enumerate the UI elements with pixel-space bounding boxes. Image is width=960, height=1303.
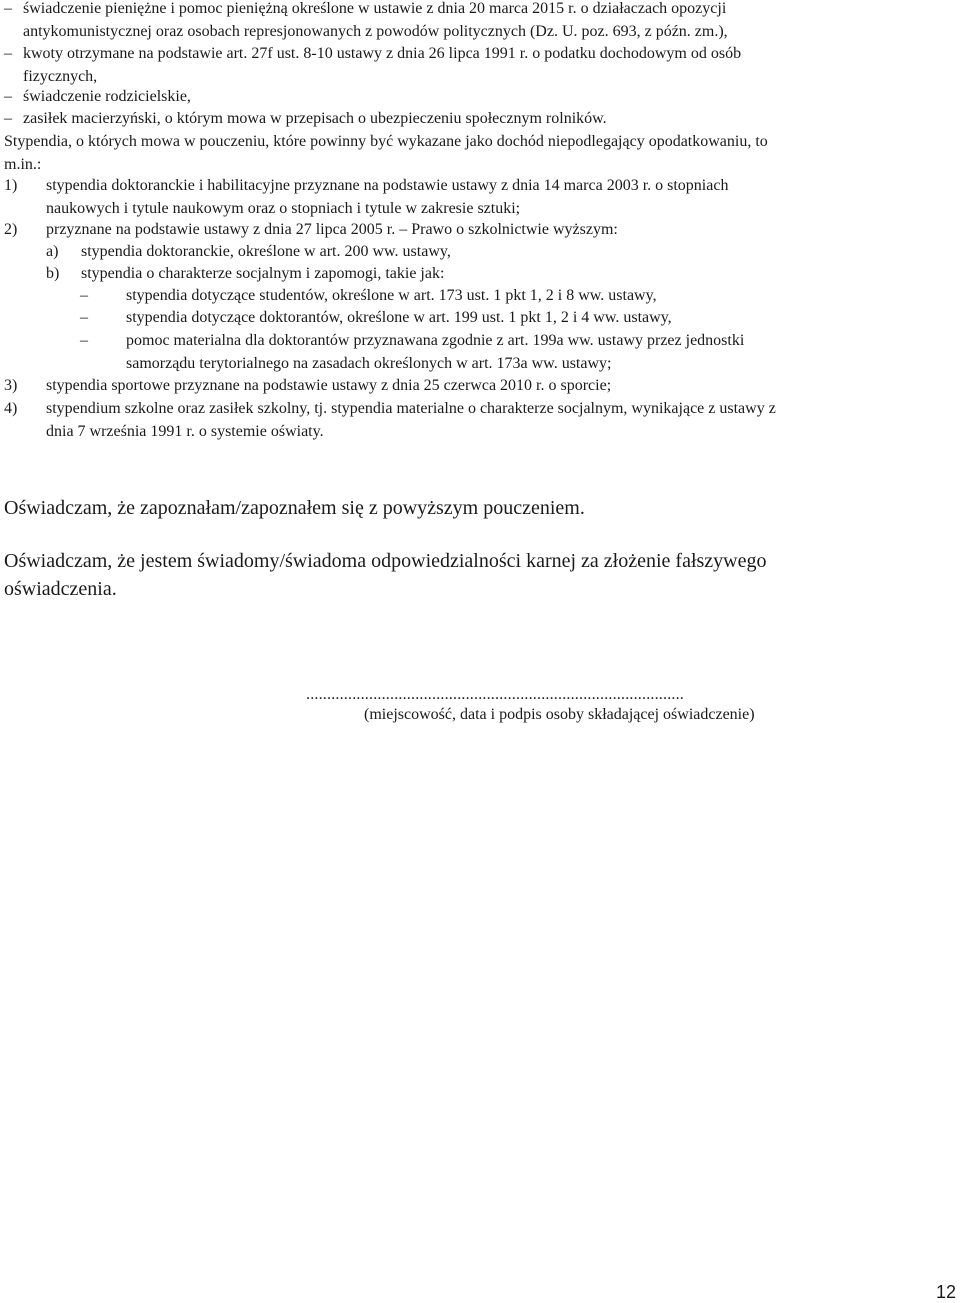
list-item (4, 108, 956, 131)
declaration-text: Oświadczam, że zapoznałam/zapoznałem się z powyższym pouczeniem. (4, 497, 585, 519)
page-number: 12 (935, 1282, 956, 1302)
sub-list-item (80, 330, 956, 375)
sub-item (46, 241, 956, 264)
numbered-item (4, 219, 956, 242)
list-item-line: świadczenie pieniężne i pomoc pieniężną określone w ustawie z dnia 20 marca 2015 r. o działaczach opozycji (23, 0, 727, 17)
dash-bullet: – (4, 0, 12, 17)
item-number: 4) (4, 400, 18, 417)
signature-line: .......................................................................................... (306, 686, 684, 703)
sub-list-line: pomoc materialna dla doktorantów przyznawana zgodnie z art. 199a ww. ustawy przez jednostki (126, 332, 745, 349)
dash-bullet: – (80, 332, 88, 349)
dash-bullet: – (80, 287, 88, 304)
numbered-item (4, 175, 956, 220)
list-item-line: antykomunistycznej oraz osobach represjonowanych z powodów politycznych (Dz. U. poz. 693, z późn. zm.), (23, 22, 728, 40)
item-number: 1) (4, 177, 18, 194)
list-item (4, 0, 956, 43)
paragraph-line: m.in.: (4, 155, 42, 173)
dash-bullet: – (4, 110, 12, 127)
item-line: stypendium szkolne oraz zasiłek szkolny, tj. stypendia materialne o charakterze socjalnym, wynikające z ustawy z (46, 400, 776, 417)
list-item (4, 43, 956, 88)
sub-item (46, 263, 956, 286)
list-item-line: zasiłek macierzyński, o którym mowa w przepisach o ubezpieczeniu społecznym rolników. (23, 110, 607, 127)
sub-list-line: stypendia dotyczące studentów, określone w art. 173 ust. 1 pkt 1, 2 i 8 ww. ustawy, (126, 287, 657, 304)
declaration-line: Oświadczam, że jestem świadomy/świadoma odpowiedzialności karnej za złożenie fałszywego (4, 550, 767, 572)
sub-item-letter: a) (46, 243, 59, 260)
list-item (4, 86, 956, 109)
dash-bullet: – (4, 88, 12, 105)
sub-list-item (80, 307, 956, 330)
item-line: naukowych i tytule naukowym oraz o stopniach i tytule w zakresie sztuki; (46, 199, 521, 217)
paragraph-line: Stypendia, o których mowa w pouczeniu, które powinny być wykazane jako dochód niepodlegający opodatkowaniu, to (4, 133, 768, 150)
item-line: stypendia sportowe przyznane na podstawie ustawy z dnia 25 czerwca 2010 r. o sporcie; (46, 377, 612, 394)
item-number: 2) (4, 221, 18, 238)
numbered-item (4, 375, 956, 398)
sub-list-line: samorządu terytorialnego na zasadach określonych w art. 173a ww. ustawy; (126, 354, 612, 372)
item-line: stypendia doktoranckie i habilitacyjne przyznane na podstawie ustawy z dnia 14 marca 2003 r. o stopniach (46, 177, 729, 194)
signature-caption: (miejscowość, data i podpis osoby składającej oświadczenie) (364, 706, 755, 723)
numbered-item (4, 398, 956, 443)
item-number: 3) (4, 377, 18, 394)
declaration-line: oświadczenia. (4, 578, 117, 600)
dash-bullet: – (4, 45, 12, 62)
sub-item-text: stypendia o charakterze socjalnym i zapomogi, takie jak: (81, 265, 445, 282)
declaration-acknowledgement (4, 494, 956, 522)
item-line: dnia 7 września 1991 r. o systemie oświaty. (46, 422, 324, 440)
sub-list-line: stypendia dotyczące doktorantów, określone w art. 199 ust. 1 pkt 1, 2 i 4 ww. ustawy, (126, 309, 672, 326)
dash-bullet: – (80, 309, 88, 326)
list-item-line: świadczenie rodzicielskie, (23, 88, 191, 105)
stypendia-intro (4, 131, 956, 176)
list-item-line: fizycznych, (23, 67, 98, 85)
sub-item-letter: b) (46, 265, 60, 282)
sub-item-text: stypendia doktoranckie, określone w art. 200 ww. ustawy, (81, 243, 451, 260)
item-line: przyznane na podstawie ustawy z dnia 27 lipca 2005 r. – Prawo o szkolnictwie wyższym: (46, 221, 618, 238)
declaration-liability (4, 547, 956, 603)
sub-list-item (80, 285, 956, 308)
list-item-line: kwoty otrzymane na podstawie art. 27f ust. 8-10 ustawy z dnia 26 lipca 1991 r. o podatku dochodowym od osób (23, 45, 742, 62)
